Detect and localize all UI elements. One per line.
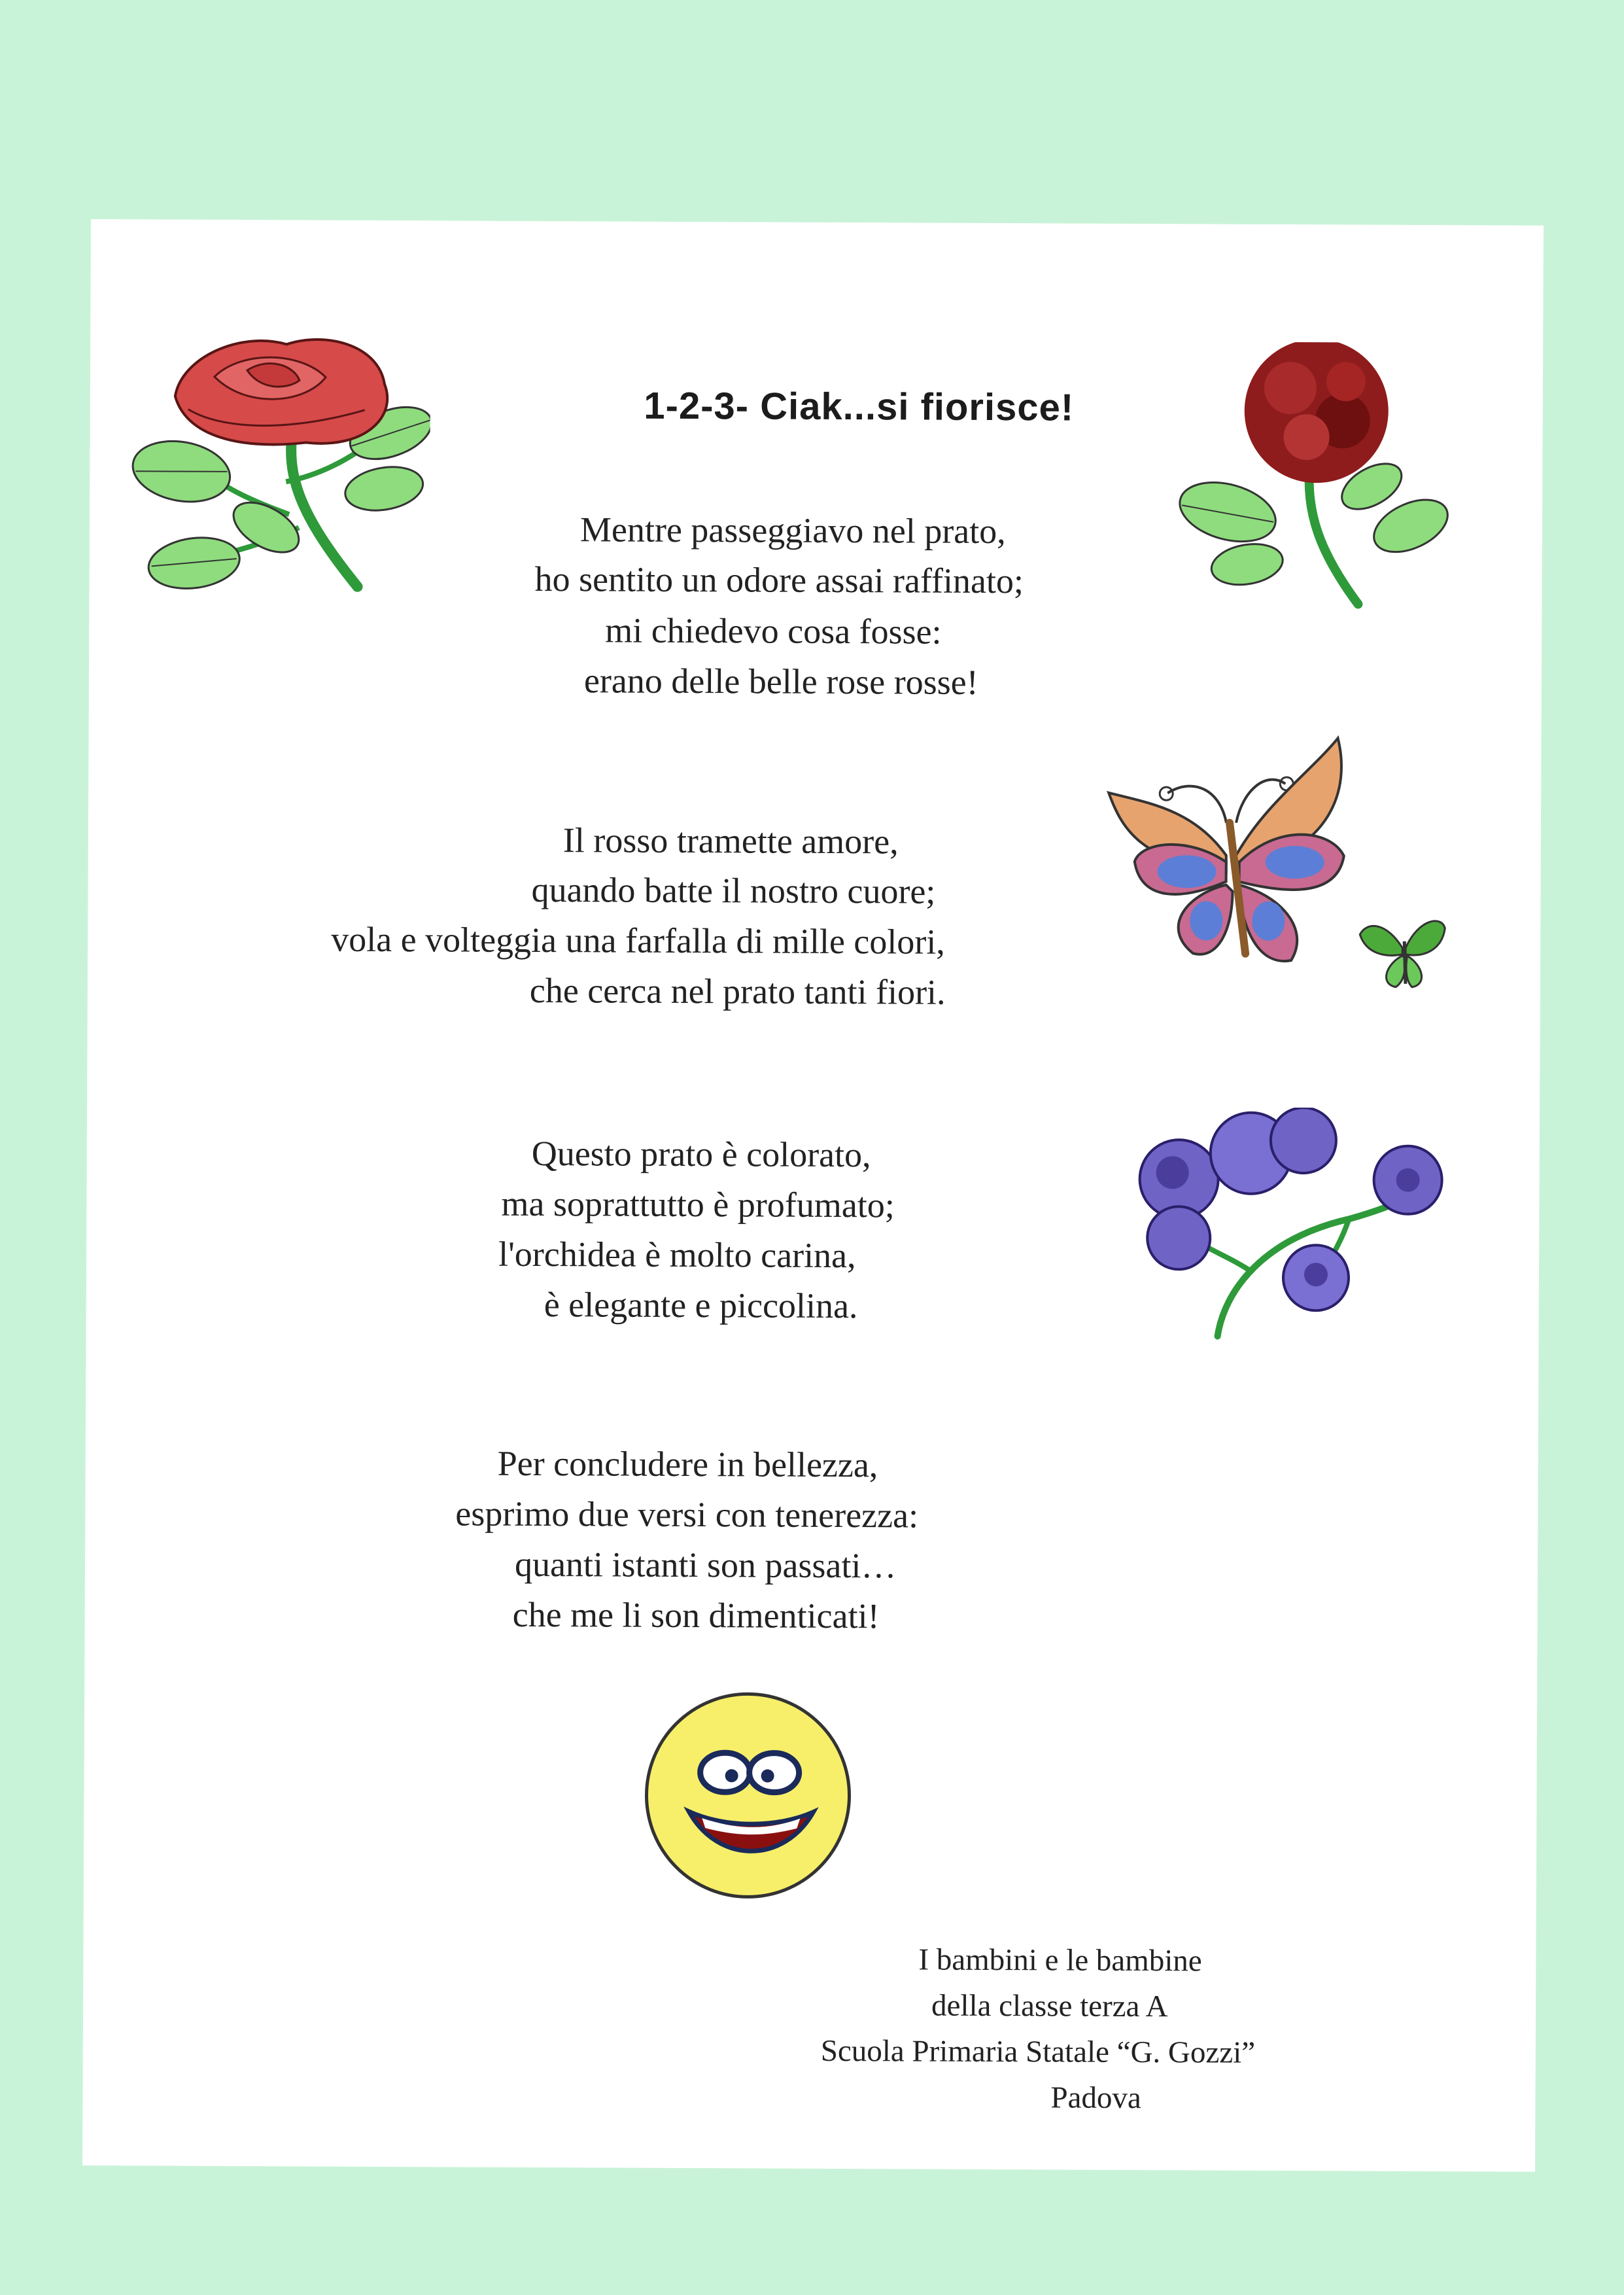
stanza-line: che me li son dimenticati! [512, 1594, 880, 1636]
smiley-icon [640, 1687, 856, 1904]
signature-line: della classe terza A [931, 1988, 1168, 2024]
orchid-icon [1120, 1107, 1461, 1344]
signature-line: Scuola Primaria Statale “G. Gozzi” [820, 2033, 1256, 2070]
stanza-line: che cerca nel prato tanti fiori. [529, 970, 946, 1012]
signature-line: Padova [1050, 2080, 1141, 2116]
poem-title: 1-2-3- Ciak...si fiorisce! [644, 384, 1075, 429]
stanza-line: ma soprattutto è profumato; [501, 1183, 895, 1225]
stanza-line: quando batte il nostro cuore; [531, 869, 936, 911]
stanza-line: esprimo due versi con tenerezza: [455, 1494, 919, 1535]
stanza-line: Questo prato è colorato, [531, 1133, 871, 1175]
stanza-line: Il rosso tramette amore, [562, 820, 899, 862]
stanza-line: è elegante e piccolina. [544, 1285, 858, 1326]
dark-rose-icon [1162, 342, 1457, 611]
butterfly-icon [1095, 731, 1371, 981]
stanza-line: vola e volteggia una farfalla di mille colori, [331, 919, 945, 962]
stanza-line: l'orchidea è molto carina, [498, 1234, 856, 1276]
stanza-line: Per concludere in bellezza, [497, 1443, 878, 1485]
red-rose-icon [89, 317, 430, 606]
stanza-line: ho sentito un odore assai raffinato; [534, 559, 1024, 601]
stanza-line: erano delle belle rose rosse! [583, 661, 978, 702]
stanza-line: Mentre passeggiavo nel prato, [579, 510, 1006, 552]
poem-sheet [82, 219, 1544, 2172]
stanza-line: mi chiedevo cosa fosse: [605, 610, 942, 652]
stanza-line: quanti istanti son passati… [514, 1544, 897, 1586]
small-butterfly-icon [1353, 908, 1452, 994]
signature-line: I bambini e le bambine [918, 1942, 1202, 1978]
